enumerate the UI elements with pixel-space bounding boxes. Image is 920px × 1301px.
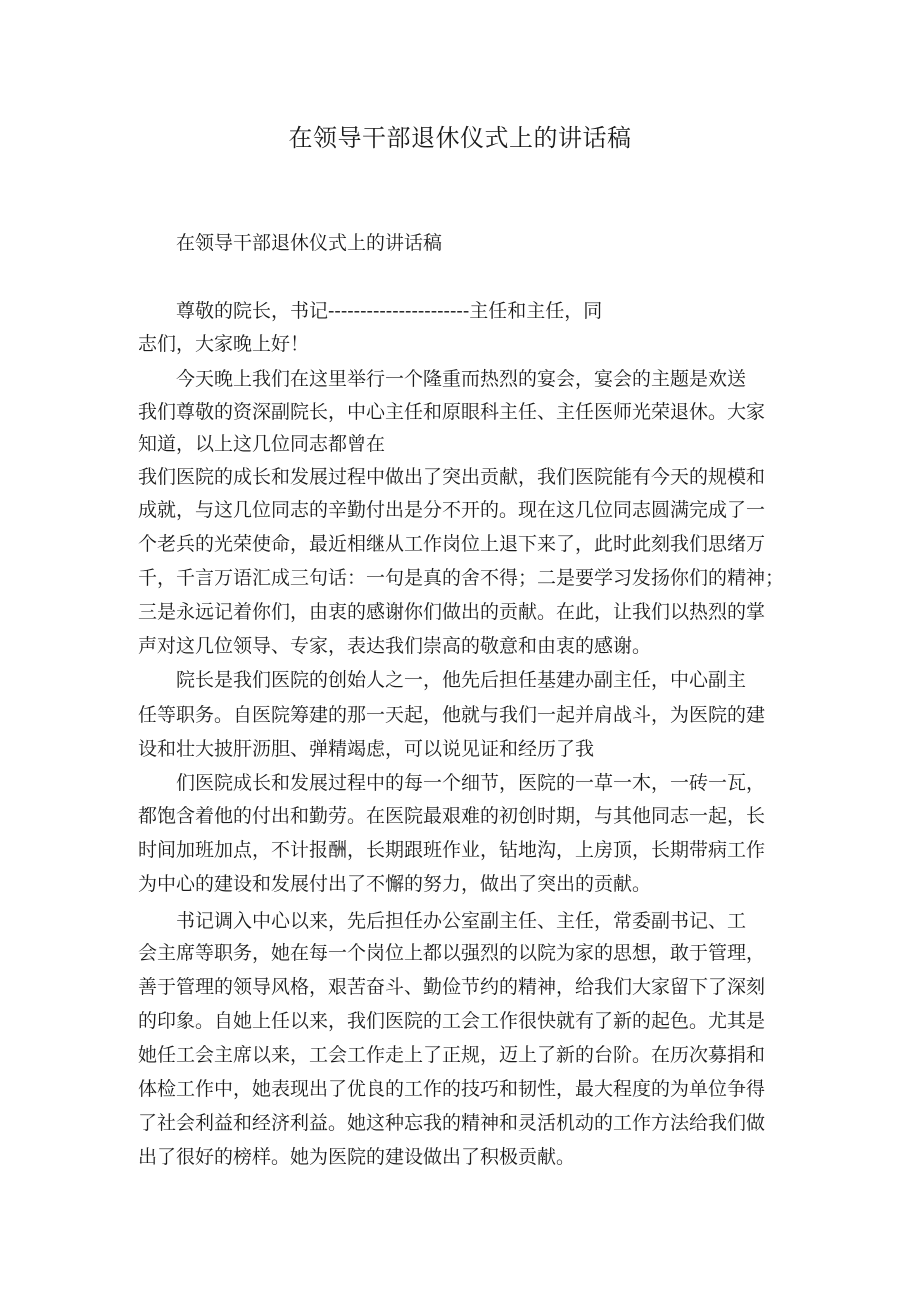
text-line: 书记调入中心以来，先后担任办公室副主任、主任，常委副书记、工 [176,910,747,932]
text-line: 个老兵的光荣使命，最近相继从工作岗位上退下来了，此时此刻我们思绪万 [138,533,766,555]
text-line: 我们医院的成长和发展过程中做出了突出贡献，我们医院能有今天的规模和 [138,466,766,488]
text-line: 善于管理的领导风格，艰苦奋斗、勤俭节约的精神，给我们大家留下了深刻 [138,976,766,998]
text-line: 声对这几位领导、专家，表达我们崇高的敬意和由衷的感谢。 [138,635,652,657]
text-line: 会主席等职务，她在每一个岗位上都以强烈的以院为家的思想，敢于管理， [138,942,766,964]
text-line: 任等职务。自医院筹建的那一天起，他就与我们一起并肩战斗，为医院的建 [138,704,766,726]
text-line: 尊敬的院长，书记----------------------主任和主任，同 [176,300,603,322]
text-line: 成就，与这几位同志的辛勤付出是分不开的。现在这几位同志圆满完成了一 [138,499,766,521]
text-line: 了社会利益和经济利益。她这种忘我的精神和灵活机动的工作方法给我们做 [138,1112,766,1134]
text-line: 千，千言万语汇成三句话：一句是真的舍不得；二是要学习发扬你们的精神； [138,567,785,589]
text-line: 院长是我们医院的创始人之一，他先后担任基建办副主任，中心副主 [176,669,747,691]
text-line: 三是永远记着你们，由衷的感谢你们做出的贡献。在此，让我们以热烈的掌 [138,601,766,623]
text-line: 体检工作中，她表现出了优良的工作的技巧和韧性，最大程度的为单位争得 [138,1078,766,1100]
text-line: 都饱含着他的付出和勤劳。在医院最艰难的初创时期，与其他同志一起，长 [138,805,766,827]
text-line: 们医院成长和发展过程中的每一个细节，医院的一草一木，一砖一瓦， [176,772,766,794]
text-line: 今天晚上我们在这里举行一个隆重而热烈的宴会，宴会的主题是欢送 [176,368,747,390]
text-line: 为中心的建设和发展付出了不懈的努力，做出了突出的贡献。 [138,873,652,895]
text-line: 的印象。自她上任以来，我们医院的工会工作很快就有了新的起色。尤其是 [138,1010,766,1032]
text-line: 我们尊敬的资深副院长，中心主任和原眼科主任、主任医师光荣退休。大家 [138,401,766,423]
text-line: 出了很好的榜样。她为医院的建设做出了积极贡献。 [138,1146,576,1168]
text-line: 设和壮大披肝沥胆、弹精竭虑，可以说见证和经历了我 [138,738,595,760]
text-line: 志们，大家晚上好！ [138,333,310,355]
document-title: 在领导干部退休仪式上的讲话稿 [288,124,632,152]
text-line: 时间加班加点，不计报酬，长期跟班作业，钻地沟，上房顶，长期带病工作 [138,839,766,861]
text-line: 她任工会主席以来，工会工作走上了正规，迈上了新的台阶。在历次募捐和 [138,1044,766,1066]
text-line: 知道，以上这几位同志都曾在 [138,433,386,455]
subtitle-line: 在领导干部退休仪式上的讲话稿 [176,232,443,254]
